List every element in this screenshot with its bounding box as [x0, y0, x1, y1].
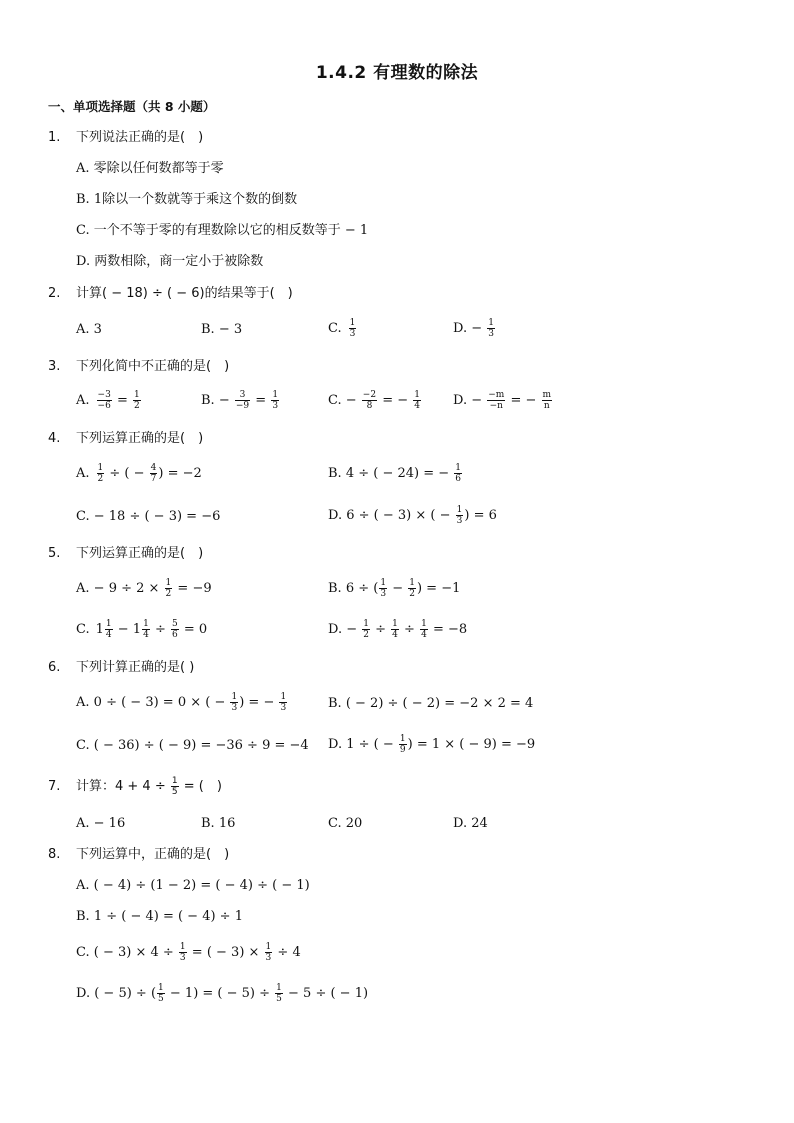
numerator: 1 — [276, 983, 282, 993]
math-text: ) = 6 — [464, 508, 497, 523]
fraction — [265, 942, 273, 963]
question-8 — [48, 847, 229, 863]
q5-option-b[interactable] — [328, 578, 460, 599]
numerator: 3 — [235, 390, 250, 401]
q1-option-d[interactable]: D. 两数相除，商一定小于被除数 — [76, 254, 264, 269]
math-text: = − — [506, 393, 541, 408]
numerator: 1 — [280, 692, 287, 702]
q2-option-d[interactable] — [453, 318, 496, 339]
denominator: 6 — [455, 474, 462, 484]
numerator: 1 — [399, 734, 406, 744]
math-text: − 1 — [113, 622, 142, 637]
q3-option-d[interactable] — [453, 390, 553, 411]
denominator: 4 — [105, 630, 112, 640]
fraction — [271, 390, 279, 411]
math-text: 1 — [95, 622, 104, 637]
fraction — [379, 578, 387, 599]
fraction — [171, 776, 179, 797]
fraction — [97, 463, 105, 484]
numerator: 1 — [171, 776, 178, 786]
question-4 — [48, 431, 203, 447]
denominator: 2 — [363, 630, 369, 640]
numerator: 4 — [150, 463, 157, 473]
numerator: 1 — [231, 692, 238, 702]
numerator: 1 — [455, 463, 462, 473]
denominator: n — [543, 401, 550, 411]
numerator: 5 — [171, 619, 178, 629]
section-heading: 一、单项选择题（共 8 小题） — [48, 99, 216, 114]
q4-option-a[interactable] — [76, 463, 202, 484]
numerator: 1 — [392, 619, 398, 629]
numerator: 1 — [421, 619, 427, 629]
q6-option-a[interactable] — [76, 692, 288, 713]
denominator: 3 — [456, 516, 463, 526]
math-text: C. — [76, 622, 90, 637]
q2-option-a[interactable]: A. 3 — [76, 322, 102, 337]
math-text: B. — [201, 393, 215, 408]
math-text: − — [467, 321, 487, 336]
math-text: 1 ÷ ( − — [342, 737, 398, 752]
question-number: 4. — [48, 431, 61, 446]
numerator: 1 — [380, 578, 387, 588]
q5-option-d[interactable] — [328, 619, 467, 640]
math-text: A. — [76, 393, 90, 408]
math-text: ÷ 4 — [273, 945, 301, 960]
question-number: 2. — [48, 286, 61, 301]
fraction — [362, 619, 370, 640]
question-text: 计算( − 18) ÷ ( − 6)的结果等于( ) — [76, 286, 293, 301]
denominator: 4 — [392, 630, 398, 640]
math-text: B. — [328, 466, 342, 481]
denominator: 4 — [143, 630, 149, 640]
fraction — [349, 318, 357, 339]
denominator: 2 — [165, 589, 172, 599]
math-text: B. — [328, 581, 342, 596]
math-text: = −8 — [428, 622, 468, 637]
numerator: 1 — [272, 390, 279, 400]
math-text: ÷ — [399, 622, 420, 637]
numerator: 1 — [363, 619, 369, 629]
math-text: ) = −2 — [158, 466, 202, 481]
math-text: ) = −1 — [416, 581, 461, 596]
math-text: − 5 ÷ ( − 1) — [283, 986, 369, 1001]
fraction — [279, 692, 287, 713]
question-number: 5. — [48, 546, 61, 561]
fraction — [275, 983, 283, 1004]
option-label: D. — [453, 321, 468, 336]
question-text: 下列化简中不正确的是( ) — [76, 359, 230, 374]
q7-option-b[interactable]: B. 16 — [201, 816, 236, 831]
fraction — [487, 318, 495, 339]
math-text: 0 ÷ ( − 3) = 0 × ( − — [89, 695, 230, 710]
math-text: C. — [328, 393, 342, 408]
q1-option-b[interactable]: B. 1除以一个数就等于乘这个数的倒数 — [76, 192, 298, 207]
denominator: 2 — [97, 474, 104, 484]
denominator: 3 — [488, 329, 494, 339]
denominator: 7 — [150, 474, 157, 484]
q7-option-c[interactable]: C. 20 — [328, 816, 363, 831]
denominator: 2 — [133, 401, 140, 411]
math-text: = −9 — [173, 581, 212, 596]
question-number: 3. — [48, 359, 61, 374]
fraction — [420, 619, 428, 640]
fraction — [413, 390, 421, 411]
math-text: D. — [328, 508, 343, 523]
fraction — [391, 619, 399, 640]
option-label: C. — [328, 321, 342, 336]
math-text: D. — [453, 393, 468, 408]
numerator: 1 — [349, 318, 356, 328]
numerator: 1 — [179, 942, 186, 952]
fraction — [165, 578, 173, 599]
q2-option-b[interactable]: B. − 3 — [201, 322, 243, 337]
question-1 — [48, 130, 203, 146]
numerator: −3 — [97, 390, 111, 400]
numerator: 1 — [97, 463, 104, 473]
math-text: ÷ ( − — [105, 466, 149, 481]
q2-option-c[interactable] — [328, 318, 357, 339]
numerator: 1 — [165, 578, 172, 588]
question-number: 8. — [48, 847, 61, 862]
q4-option-d[interactable] — [328, 505, 497, 526]
q6-option-b[interactable]: B. ( − 2) ÷ ( − 2) = −2 × 2 = 4 — [328, 696, 534, 711]
denominator: 6 — [171, 630, 178, 640]
math-text: ( − 3) × 4 ÷ — [89, 945, 178, 960]
math-text: A. — [76, 466, 90, 481]
fraction — [399, 734, 407, 755]
fraction — [133, 390, 141, 411]
fraction — [408, 578, 416, 599]
numerator: m — [542, 390, 552, 400]
numerator: 1 — [105, 619, 112, 629]
math-text: A. — [76, 695, 90, 710]
fraction — [230, 692, 238, 713]
denominator: −6 — [97, 401, 111, 411]
math-text: A. — [76, 581, 90, 596]
fraction — [362, 390, 377, 411]
question-6 — [48, 660, 194, 676]
q5-option-a[interactable] — [76, 578, 212, 599]
numerator: 1 — [143, 619, 149, 629]
math-text: ( − 5) ÷ ( — [90, 986, 157, 1001]
math-text: − — [467, 393, 487, 408]
math-text: = — [112, 393, 132, 408]
fraction — [150, 463, 158, 484]
numerator: 1 — [414, 390, 420, 400]
denominator: 3 — [179, 953, 186, 963]
math-text: = − — [378, 393, 413, 408]
question-3 — [48, 359, 229, 375]
math-text: 6 ÷ ( — [341, 581, 379, 596]
numerator: 1 — [265, 942, 272, 952]
question-number: 6. — [48, 660, 61, 675]
denominator: 4 — [421, 630, 427, 640]
denominator: −n — [489, 401, 503, 411]
q3-option-b[interactable] — [201, 390, 280, 411]
fraction — [487, 390, 505, 411]
denominator: 2 — [409, 589, 415, 599]
denominator: 3 — [265, 953, 272, 963]
question-number: 7. — [48, 779, 61, 794]
math-text: ) = 1 × ( − 9) = −9 — [407, 737, 536, 752]
q8-option-c[interactable] — [76, 942, 301, 963]
question-text: 下列说法正确的是( ) — [76, 130, 204, 145]
fraction — [542, 390, 553, 411]
question-text: 下列运算中，正确的是( ) — [76, 847, 230, 862]
math-text: D. — [328, 737, 343, 752]
math-text: D. — [76, 986, 91, 1001]
question-text: 下列运算正确的是( ) — [76, 431, 204, 446]
math-text: − 1) = ( − 5) ÷ — [165, 986, 275, 1001]
math-text: ÷ — [150, 622, 170, 637]
q5-option-c[interactable] — [76, 619, 207, 640]
question-text: 下列计算正确的是( ) — [76, 660, 195, 675]
math-text: = — [251, 393, 271, 408]
question-5 — [48, 546, 203, 562]
q7-option-d[interactable]: D. 24 — [453, 816, 488, 831]
denominator: −9 — [235, 401, 250, 411]
math-text: C. — [76, 945, 90, 960]
fraction — [105, 619, 113, 640]
question-text: 下列运算正确的是( ) — [76, 546, 204, 561]
question-7: 7. 计算：4 + 4 ÷ $\frac{1}{5}$ = ( ) — [48, 776, 222, 797]
numerator: −m — [488, 390, 505, 400]
q8-option-b[interactable]: B. 1 ÷ ( − 4) = ( − 4) ÷ 1 — [76, 909, 243, 924]
fraction — [171, 619, 179, 640]
denominator: 4 — [414, 401, 420, 411]
math-text: − — [388, 581, 408, 596]
math-text: 6 ÷ ( − 3) × ( − — [342, 508, 455, 523]
math-text: − — [342, 622, 362, 637]
denominator: 3 — [280, 703, 287, 713]
fraction — [142, 619, 150, 640]
question-number: 1. — [48, 130, 61, 145]
math-text: ) = − — [239, 695, 279, 710]
fraction — [179, 942, 187, 963]
q1-option-a[interactable]: A. 零除以任何数都等于零 — [76, 161, 224, 176]
fraction — [97, 390, 112, 411]
math-text: 4 ÷ ( − 24) = − — [341, 466, 454, 481]
q3-option-a[interactable] — [76, 390, 142, 411]
fraction — [454, 463, 462, 484]
q4-option-c[interactable]: C. − 18 ÷ ( − 3) = −6 — [76, 509, 221, 524]
question-2 — [48, 286, 293, 302]
q3-option-c[interactable] — [328, 390, 422, 411]
denominator: 5 — [158, 994, 164, 1004]
fraction — [157, 983, 165, 1004]
denominator: 3 — [349, 329, 356, 339]
q6-option-c[interactable]: C. ( − 36) ÷ ( − 9) = −36 ÷ 9 = −4 — [76, 738, 309, 753]
denominator: 5 — [276, 994, 282, 1004]
q8-option-d[interactable] — [76, 983, 368, 1004]
denominator: 8 — [366, 401, 373, 411]
math-text: = ( − 3) × — [187, 945, 264, 960]
numerator: 1 — [133, 390, 140, 400]
numerator: 1 — [409, 578, 415, 588]
math-text: ÷ — [371, 622, 391, 637]
denominator: 3 — [231, 703, 238, 713]
denominator: 9 — [399, 745, 406, 755]
math-text: = 0 — [179, 622, 208, 637]
math-text: − — [214, 393, 234, 408]
q7-option-a[interactable]: A. − 16 — [76, 816, 126, 831]
numerator: −2 — [362, 390, 377, 400]
fraction — [456, 505, 464, 526]
denominator: 5 — [171, 787, 178, 797]
q1-option-c[interactable]: C. 一个不等于零的有理数除以它的相反数等于 − 1 — [76, 223, 369, 238]
denominator: 3 — [380, 589, 387, 599]
page-title: 1.4.2 有理数的除法 — [315, 63, 479, 83]
q8-option-a[interactable]: A. ( − 4) ÷ (1 − 2) = ( − 4) ÷ ( − 1) — [76, 878, 310, 893]
numerator: 1 — [158, 983, 164, 993]
numerator: 1 — [456, 505, 463, 515]
q6-option-d[interactable] — [328, 734, 535, 755]
fraction — [235, 390, 250, 411]
numerator: 1 — [488, 318, 494, 328]
q4-option-b[interactable] — [328, 463, 463, 484]
math-text: D. — [328, 622, 343, 637]
math-text: − 9 ÷ 2 × — [89, 581, 164, 596]
math-text: − — [341, 393, 361, 408]
denominator: 3 — [272, 401, 279, 411]
